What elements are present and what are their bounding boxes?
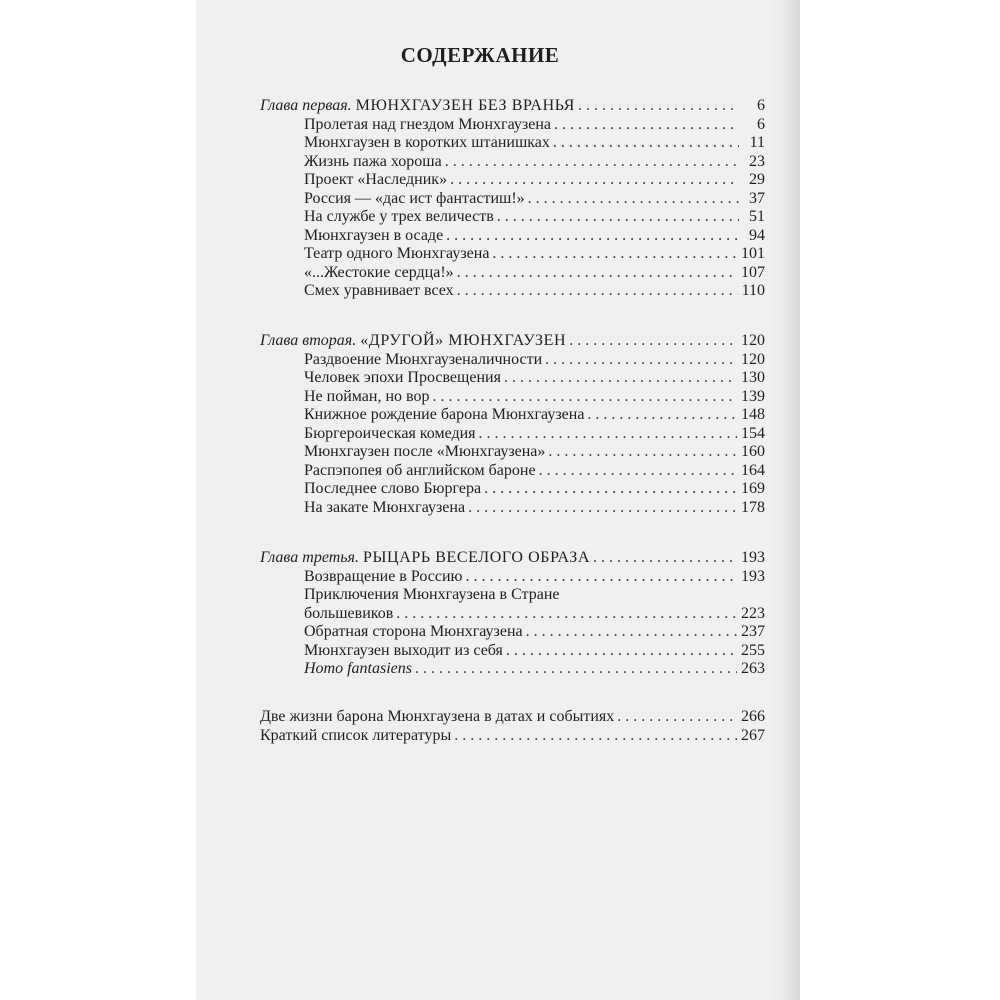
entry-label: Распэпопея об английском бароне xyxy=(304,461,536,479)
entry-label: Мюнхгаузен в коротких штанишках xyxy=(304,134,550,151)
toc-entry xyxy=(260,208,765,227)
leader-dots xyxy=(479,425,737,444)
leader-dots xyxy=(415,660,737,679)
entry-page: 107 xyxy=(741,263,765,281)
leader-dots xyxy=(445,153,739,172)
entry-page: 101 xyxy=(741,245,765,262)
entry-label: Мюнхгаузен в осаде xyxy=(304,226,444,244)
entry-page: 193 xyxy=(741,567,765,585)
leader-dots xyxy=(432,388,737,407)
entry-page: 51 xyxy=(749,208,765,225)
chapter-1-title: МЮНХГАУЗЕН БЕЗ ВРАНЬЯ xyxy=(355,97,575,114)
entry-label: Не пойман, но вор xyxy=(304,387,430,405)
leader-dots xyxy=(457,264,737,283)
chapter-1-heading xyxy=(260,97,575,116)
entry-page: 223 xyxy=(741,604,765,622)
entry-page: 37 xyxy=(749,189,765,207)
leader-dots xyxy=(528,190,739,209)
entry-label: Последнее слово Бюргера xyxy=(304,480,482,497)
entry-page: 263 xyxy=(741,660,765,677)
leader-dots xyxy=(450,171,739,190)
leader-dots xyxy=(506,642,737,661)
entry-page: 11 xyxy=(749,134,765,151)
toc-entry xyxy=(260,245,765,264)
entry-label: Обратная сторона Мюнхгаузена xyxy=(304,623,523,640)
entry-page: 130 xyxy=(741,369,765,386)
leader-dots xyxy=(587,406,737,425)
entry-label: Смех уравнивает всех xyxy=(304,282,454,299)
leader-dots xyxy=(569,332,737,351)
entry-page: 164 xyxy=(741,461,765,479)
toc-entry xyxy=(260,116,765,135)
toc-entry xyxy=(260,264,765,283)
leader-dots xyxy=(492,245,737,264)
toc-entry xyxy=(260,171,765,190)
toc-entry xyxy=(260,351,765,370)
entry-page: 94 xyxy=(749,226,765,244)
entry-label: Бюргероическая комедия xyxy=(304,424,476,442)
toc-entry xyxy=(260,568,765,587)
chapter-1-prefix: Глава первая. xyxy=(260,97,352,114)
leader-dots xyxy=(468,499,737,518)
entry-label: «...Жестокие сердца!» xyxy=(304,263,454,281)
leader-dots xyxy=(446,227,739,246)
leader-dots xyxy=(526,623,737,642)
toc-entry xyxy=(260,425,765,444)
entry-page: 6 xyxy=(757,115,765,133)
chapter-2-section xyxy=(260,332,765,517)
chapter-3-row xyxy=(260,549,765,568)
leader-dots xyxy=(539,462,737,481)
entry-label: Мюнхгаузен выходит из себя xyxy=(304,641,503,659)
chapter-1-page: 6 xyxy=(757,97,765,114)
entry-label: Проект «Наследник» xyxy=(304,171,448,188)
leader-dots xyxy=(484,480,737,499)
chapter-2-title: «ДРУГОЙ» МЮНХГАУЗЕН xyxy=(360,332,567,349)
toc-entry xyxy=(260,642,765,661)
leader-dots xyxy=(465,568,737,587)
entry-label-line-1: Приключения Мюнхгаузена в Стране xyxy=(304,586,560,603)
toc-entry xyxy=(260,227,765,246)
toc-entry xyxy=(260,153,765,172)
toc-entry xyxy=(260,623,765,642)
leader-dots xyxy=(497,208,739,227)
leader-dots xyxy=(617,708,737,727)
entry-label: Homo fantasiens xyxy=(304,660,412,677)
toc-entry xyxy=(260,708,765,727)
entry-label: Человек эпохи Просвещения xyxy=(304,369,501,386)
leader-dots xyxy=(554,116,739,135)
entry-label: Краткий список литературы xyxy=(260,726,452,744)
entry-page: 266 xyxy=(741,708,765,725)
chapter-1-row xyxy=(260,97,765,116)
toc-entry xyxy=(260,499,765,518)
toc-entry xyxy=(260,369,765,388)
leader-dots xyxy=(457,282,738,301)
toc-entry-line-1 xyxy=(260,586,765,605)
entry-label: Россия — «дас ист фантастиш!» xyxy=(304,189,525,207)
entry-label: Раздвоение Мюнхгаузеналичности xyxy=(304,350,543,368)
entry-label: Мюнхгаузен после «Мюнхгаузена» xyxy=(304,443,546,460)
chapter-2-page: 120 xyxy=(741,332,765,349)
entry-page: 255 xyxy=(741,641,765,659)
entry-label: Жизнь пажа хороша xyxy=(304,152,442,170)
entry-page: 178 xyxy=(741,498,765,516)
entry-label-line-2: большевиков xyxy=(304,604,394,622)
entry-page: 110 xyxy=(741,282,765,299)
entry-page: 154 xyxy=(741,424,765,442)
entry-label: На службе у трех величеств xyxy=(304,208,494,225)
entry-page: 160 xyxy=(741,443,765,460)
toc-entry-line-2 xyxy=(260,605,765,624)
entry-label: Театр одного Мюнхгаузена xyxy=(304,245,490,262)
entry-label: Пролетая над гнездом Мюнхгаузена xyxy=(304,115,551,133)
leader-dots xyxy=(504,369,737,388)
toc-entry xyxy=(260,462,765,481)
toc-entry xyxy=(260,406,765,425)
entry-page: 139 xyxy=(741,387,765,405)
toc-entry xyxy=(260,727,765,746)
leader-dots xyxy=(545,351,737,370)
toc-entry xyxy=(260,388,765,407)
toc-entry xyxy=(260,443,765,462)
toc-entry xyxy=(260,282,765,301)
entry-label: Книжное рождение барона Мюнхгаузена xyxy=(304,406,585,423)
entry-label: Возвращение в Россию xyxy=(304,567,463,585)
toc-entry xyxy=(260,660,765,679)
chapter-3-section xyxy=(260,549,765,679)
entry-page: 169 xyxy=(741,480,765,497)
leader-dots xyxy=(593,549,737,568)
entry-page: 23 xyxy=(749,152,765,170)
entry-page: 267 xyxy=(741,726,765,744)
chapter-3-heading xyxy=(260,549,590,568)
leader-dots xyxy=(454,727,737,746)
entry-label: На закате Мюнхгаузена xyxy=(304,498,466,516)
chapter-2-prefix: Глава вторая. xyxy=(260,332,357,349)
entry-page: 29 xyxy=(749,171,765,188)
entry-page: 120 xyxy=(741,350,765,368)
entry-page: 237 xyxy=(741,623,765,640)
toc-entry xyxy=(260,190,765,209)
leader-dots xyxy=(553,134,739,153)
chapter-1-section xyxy=(260,97,765,301)
leader-dots xyxy=(396,605,737,624)
entry-page: 148 xyxy=(741,406,765,423)
leader-dots xyxy=(578,97,739,116)
chapter-2-row xyxy=(260,332,765,351)
entry-label: Две жизни барона Мюнхгаузена в датах и событиях xyxy=(260,708,615,725)
toc-entry xyxy=(260,480,765,499)
leader-dots xyxy=(548,443,737,462)
chapter-2-heading xyxy=(260,332,566,351)
page-title: СОДЕРЖАНИЕ xyxy=(400,43,560,67)
appendix-section xyxy=(260,708,765,745)
toc-entry xyxy=(260,134,765,153)
chapter-3-prefix: Глава третья. xyxy=(260,549,359,566)
chapter-3-title: РЫЦАРЬ ВЕСЕЛОГО ОБРАЗА xyxy=(362,549,591,566)
chapter-3-page: 193 xyxy=(741,549,765,566)
